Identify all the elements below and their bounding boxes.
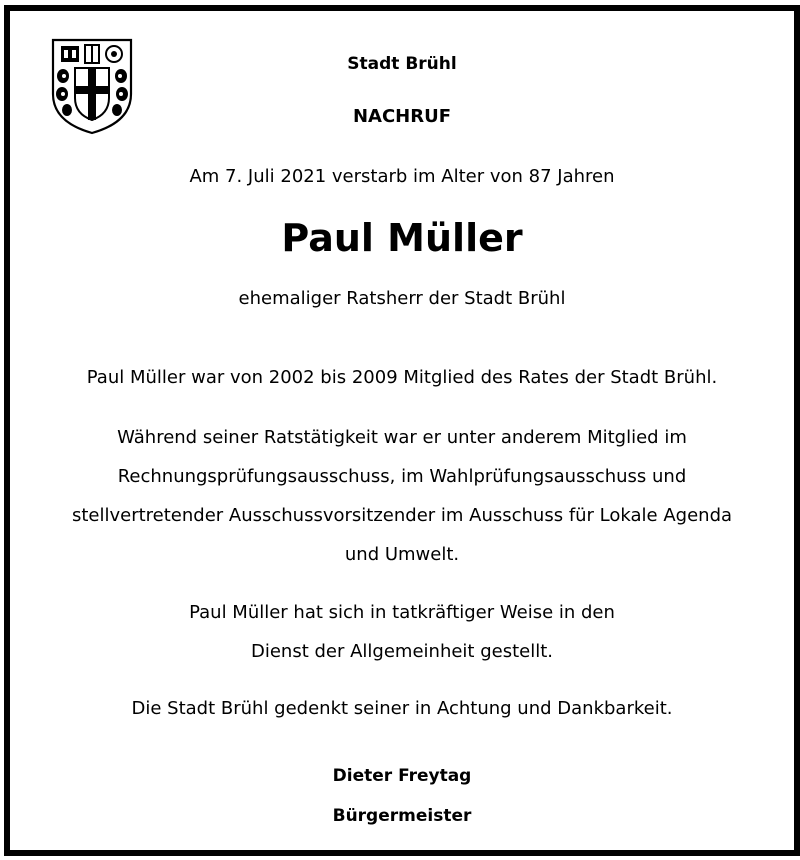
duties-line-3: stellvertretender Ausschussvorsitzender im Ausschuss für Lokale Agenda	[71, 505, 733, 526]
signatory-title: Bürgermeister	[332, 806, 472, 826]
organization-name: Stadt Brühl	[347, 54, 457, 74]
duties-line-1: Während seiner Ratstätigkeit war er unter anderem Mitglied im	[117, 427, 687, 448]
notice-title: NACHRUF	[352, 106, 452, 127]
death-announcement: Am 7. Juli 2021 verstarb im Alter von 87 Jahren	[189, 166, 615, 187]
deceased-name: Paul Müller	[281, 216, 523, 260]
deceased-role: ehemaliger Ratsherr der Stadt Brühl	[238, 288, 566, 309]
duties-line-4: und Umwelt.	[344, 544, 460, 565]
signatory-name: Dieter Freytag	[332, 766, 472, 786]
duties-line-2: Rechnungsprüfungsausschuss, im Wahlprüfungsausschuss und	[117, 466, 687, 487]
membership-paragraph: Paul Müller war von 2002 bis 2009 Mitglied des Rates der Stadt Brühl.	[86, 367, 718, 388]
tribute-line-2: Dienst der Allgemeinheit gestellt.	[250, 641, 553, 662]
obituary-notice	[4, 5, 800, 856]
tribute-line-1: Paul Müller hat sich in tatkräftiger Weise in den	[189, 602, 615, 623]
remembrance-line: Die Stadt Brühl gedenkt seiner in Achtung und Dankbarkeit.	[131, 698, 673, 719]
